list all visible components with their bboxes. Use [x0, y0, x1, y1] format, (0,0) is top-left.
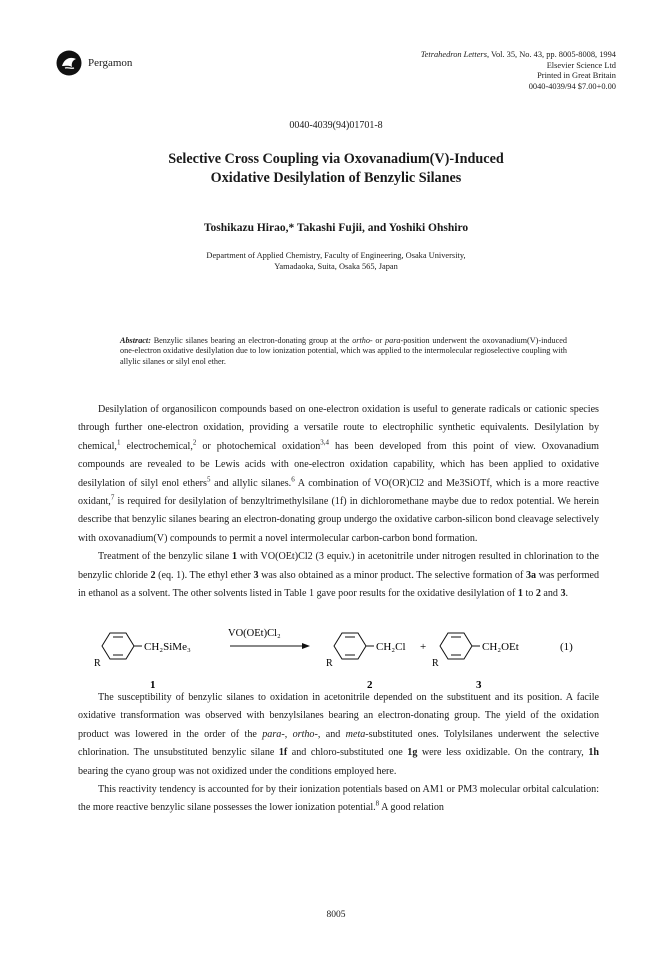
text-span: , and	[317, 728, 346, 740]
reaction-scheme	[80, 606, 600, 696]
compound-label-1: 1	[150, 679, 156, 691]
text-span: is required for desilylation of benzyltrimethylsilane (1f) in dichloromethane maybe due to redox potential. We herein describe that benzylic silanes bearing an electron-donating group undergo the oxidative carbon-silicon bond cleavage selectively with oxovanadium(V) compounds to permit a novel intermolecular carbon-carbon bond formation.	[78, 496, 599, 544]
compound-ref: 2	[150, 569, 156, 581]
body-text-top	[78, 401, 599, 603]
ref-superscript: 1	[116, 438, 121, 447]
printed-in: Printed in Great Britain	[537, 71, 616, 80]
publisher-name: Pergamon	[88, 57, 133, 69]
doi: 0040-4039(94)01701-8	[289, 120, 383, 131]
text-span: A good relation	[379, 802, 444, 814]
reagent-label: VO(OEt)Cl₂	[228, 628, 281, 639]
compound-label-2: 2	[367, 679, 373, 691]
body-text-bottom	[78, 689, 599, 818]
paragraph-3	[78, 689, 599, 781]
compound-ref: 3a	[525, 569, 537, 581]
text-span: .	[565, 588, 569, 600]
text-span: has been developed from this point of view. Oxovanadium compounds are revealed to be Lewis acids with one-electron oxidation capability, which has been applied to oxidative desilylation of silyl enol ethers	[78, 440, 599, 489]
pergamon-logo-icon	[56, 50, 82, 76]
abstract-text: or	[372, 336, 385, 345]
r-label: R	[94, 658, 101, 669]
text-span: and allylic silanes.	[210, 477, 292, 489]
text-span: and	[540, 588, 561, 600]
abstract-text: Benzylic silanes bearing an electron-donating group at the	[150, 336, 353, 345]
paragraph-2	[78, 548, 599, 603]
text-span: ,	[284, 728, 293, 740]
ref-superscript: 6	[291, 475, 295, 484]
text-span: (eq. 1). The ethyl ether	[155, 569, 254, 581]
text-span: A combination of VO(OR)Cl2 and Me3SiOTf, which is a more reactive oxidant,	[78, 477, 599, 508]
compound-ref: 2	[535, 588, 541, 600]
ref-superscript: 5	[206, 475, 211, 484]
journal-name: Tetrahedron Letters	[420, 50, 487, 59]
benzene-ring-2	[334, 633, 374, 659]
r-label: R	[326, 658, 333, 669]
compound-label-3: 3	[476, 679, 482, 691]
page-number: 8005	[326, 910, 346, 920]
text-span: were less oxidizable. On the contrary,	[417, 747, 589, 759]
text-span: bearing the cyano group was not oxidized under the conditions employed here.	[78, 765, 397, 777]
affiliation-line-1: Department of Applied Chemistry, Faculty of Engineering, Osaka University,	[206, 251, 466, 260]
compound-ref: 1g	[407, 747, 418, 759]
paragraph-4	[78, 781, 599, 818]
abstract-label: Abstract:	[120, 336, 151, 345]
compound-ref: 1	[517, 588, 523, 600]
compound-ref: 3	[253, 569, 259, 581]
plus-sign: +	[420, 641, 427, 653]
text-italic: para-	[262, 728, 285, 740]
abstract-para: para-	[385, 336, 404, 345]
text-span: Treatment of the benzylic silane	[98, 551, 232, 563]
text-span: and chloro-substituted one	[287, 747, 408, 759]
ref-superscript: 2	[192, 438, 197, 447]
paragraph-1	[78, 401, 599, 548]
text-span: was performed in ethanol as a solvent. The other solvents listed in Table 1 gave poor results for the oxidative desilylation of	[78, 569, 600, 600]
title-line-2: Oxidative Desilylation of Benzylic Silanes	[210, 170, 462, 186]
ref-superscript: 8	[375, 800, 380, 809]
text-span: or photochemical oxidation	[196, 440, 321, 452]
text-span: substituted ones. Tolylsilanes underwent the selective chlorination. The unsubstituted benzylic silane	[78, 728, 599, 759]
substituent-ch2cl: CH₂Cl	[376, 641, 406, 653]
equation-number: (1)	[560, 641, 573, 653]
journal-citation	[316, 50, 616, 92]
reaction-arrow-icon	[230, 643, 310, 649]
benzene-ring-3	[440, 633, 480, 659]
text-italic: ortho-	[292, 728, 318, 740]
ref-superscript: 3,4	[320, 438, 330, 447]
text-span: This reactivity tendency is accounted for by their ionization potentials based on AM1 or PM3 molecular orbital calculation: the more reactive benzylic silane possesses the lower ionization potential.	[78, 784, 599, 814]
substituent-ch2sime3: CH₂SiMe₃	[144, 641, 191, 653]
abstract-ortho: ortho-	[352, 336, 373, 345]
journal-volume: , Vol. 35, No. 43, pp. 8005-8008, 1994	[486, 50, 616, 59]
copyright: Elsevier Science Ltd	[546, 60, 616, 70]
substituent-ch2oet: CH₂OEt	[482, 641, 519, 653]
affiliation-line-2: Yamadaoka, Suita, Osaka 565, Japan	[274, 262, 398, 271]
benzene-ring-1	[102, 633, 142, 659]
text-span: with VO(OEt)Cl2 (3 equiv.) in acetonitrile under nitrogen resulted in chlorination to the benzylic chloride	[78, 551, 599, 581]
affiliation	[100, 250, 572, 272]
compound-ref: 1	[231, 551, 238, 563]
compound-ref: 3	[560, 588, 566, 600]
text-italic: meta-	[345, 728, 369, 740]
paper-title	[60, 150, 612, 188]
compound-ref: 1f	[278, 747, 288, 759]
authors: Toshikazu Hirao,* Takashi Fujii, and Yoshiki Ohshiro	[203, 222, 469, 234]
text-span: to	[522, 588, 536, 600]
price-code: 0040-4039/94 $7.00+0.00	[528, 81, 616, 91]
compound-ref: 1h	[588, 747, 599, 759]
abstract	[120, 336, 567, 367]
text-span: Desilylation of organosilicon compounds based on one-electron oxidation is useful to generate radicals or cationic species through further one-electron oxidation, providing a versatile route to electrophilic synthetic equivalents. Desilylation by chemical,	[78, 404, 599, 452]
text-span: electrochemical,	[120, 440, 193, 452]
abstract-text: position underwent the oxovanadium(V)-induced one-electron oxidative desilylation due to low ionization potential, which was applied to the intermolecular regioselective coupling with allylic silanes or silyl enol ether.	[120, 336, 567, 366]
text-span: The susceptibility of benzylic silanes to oxidation in acetonitrile depended on the substituent and its position. A facile oxidative transformation was observed with benzylsilanes bearing an electron-donating group. The yield of the oxidation product was lowered in the order of the	[78, 692, 599, 740]
ref-superscript: 7	[110, 493, 115, 502]
title-line-1: Selective Cross Coupling via Oxovanadium(V)-Induced	[168, 151, 504, 167]
r-label: R	[432, 658, 439, 669]
text-span: was also obtained as a minor product. The selective formation of	[258, 569, 526, 581]
